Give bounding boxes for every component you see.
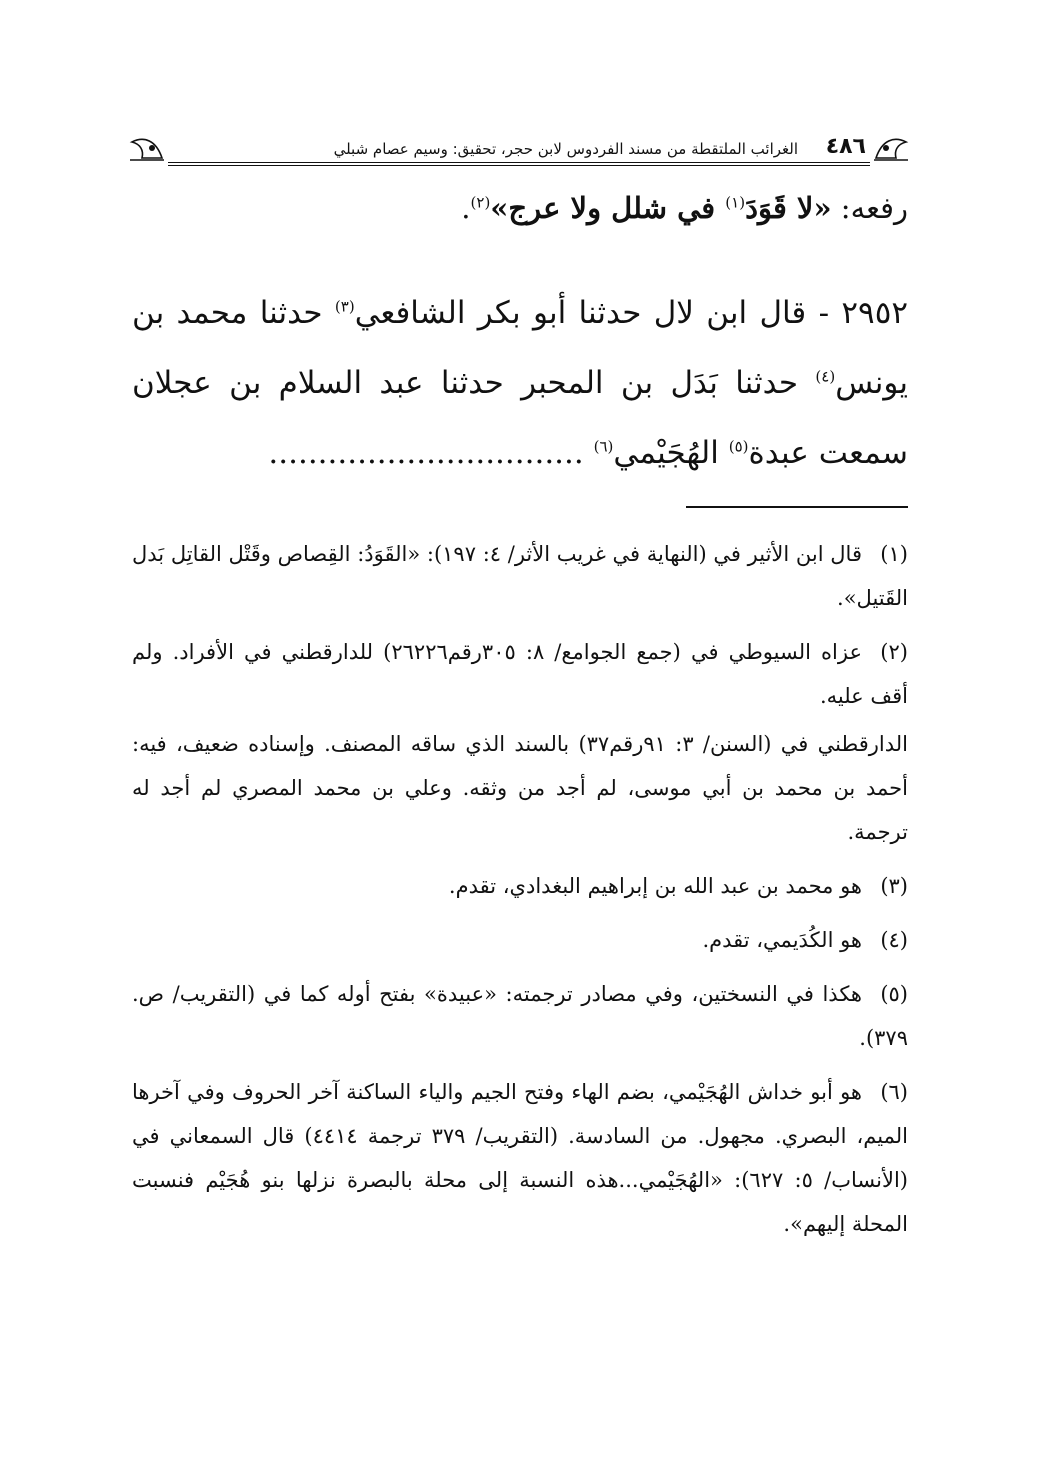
footnote-ref[interactable]: (٤) (815, 367, 836, 386)
footnote-number: (٢) (880, 640, 908, 664)
footnote-number: (٤) (880, 928, 908, 952)
footnote-2-continuation (132, 722, 908, 854)
footnote-text: الدارقطني في (السنن/ ٣: ٩١رقم٣٧) بالسند الذي ساقه المصنف. وإسناده ضعيف، فيه: أحمد بن محمد بن أبي موسى، لم أجد من وثقه. وعلي بن محمد المصري لم أجد له ترجمة. (132, 732, 908, 844)
footnote-1 (132, 532, 908, 620)
hadith-paragraph (132, 278, 908, 488)
footnote-2 (132, 630, 908, 718)
intro-line (132, 182, 908, 234)
hadith-text: حدثنا محمد بن يونس (132, 295, 908, 401)
quote-open: «لا قَوَدَ (745, 191, 832, 225)
footnote-3 (132, 864, 908, 908)
hadith-text: حدثنا بَدَل بن المحبر حدثنا عبد السلام بن عجلان سمعت عبدة (132, 365, 908, 471)
footnote-separator (686, 506, 908, 508)
footnote-number: (١) (880, 542, 908, 566)
ornament-icon (128, 132, 166, 162)
footnote-ref[interactable]: (٥) (728, 437, 749, 456)
header-rule (168, 162, 870, 166)
footnote-text: هو أبو خداش الهُجَيْمي، بضم الهاء وفتح الجيم والياء الساكنة آخر الحروف وفي آخرها الميم، البصري. مجهول. من السادسة. (التقريب/ ٣٧٩ ترجمة ٤٤١٤) قال السمعاني في (الأنساب/ ٥: ٦٢٧): «الهُجَيْمي...هذه النسبة إلى محلة بالبصرة نزلها بنو هُجَيْم فنسبت المحلة إليهم». (132, 1080, 908, 1236)
footnote-text: عزاه السيوطي في (جمع الجوامع/ ٨: ٣٠٥رقم٢٦٢٢٦) للدارقطني في الأفراد. ولم أقف عليه. (132, 640, 908, 708)
footnote-text: هو الكُدَيمي، تقدم. (702, 928, 862, 952)
footnote-5 (132, 972, 908, 1060)
footnote-ref[interactable]: (١) (725, 193, 746, 212)
footnote-6 (132, 1070, 908, 1246)
footnote-text: هو محمد بن عبد الله بن إبراهيم البغدادي، تقدم. (448, 874, 862, 898)
footnote-4 (132, 918, 908, 962)
footnote-ref[interactable]: (٣) (334, 297, 355, 316)
hadith-text: الهُجَيْمي (613, 435, 729, 471)
ellipsis-dots: ................................ (268, 435, 594, 471)
footnotes (132, 532, 908, 1256)
footnote-ref[interactable]: (٢) (470, 193, 491, 212)
quote-rest: في شلل ولا عرج» (490, 191, 726, 225)
intro-prefix: رفعه: (831, 191, 908, 225)
footnote-text: قال ابن الأثير في (النهاية في غريب الأثر/ ٤: ١٩٧): «القَوَدُ: القِصاص وقَتْل القاتِل بَدل القَتيل». (132, 542, 908, 610)
footnote-ref[interactable]: (٦) (593, 437, 614, 456)
main-text (132, 182, 908, 488)
page-header (128, 128, 910, 168)
running-title: الغرائب الملتقطة من مسند الفردوس لابن حجر، تحقيق: وسيم عصام شبلي (333, 140, 798, 158)
page-number: ٤٨٦ (825, 134, 866, 159)
footnote-number: (٦) (880, 1080, 908, 1104)
footnote-number: (٣) (880, 874, 908, 898)
hadith-text: ٢٩٥٢ - قال ابن لال حدثنا أبو بكر الشافعي (354, 295, 908, 331)
footnote-number: (٥) (880, 982, 908, 1006)
intro-end: . (461, 191, 471, 225)
quote (490, 191, 831, 225)
footnote-text: هكذا في النسختين، وفي مصادر ترجمته: «عبيدة» بفتح أوله كما في (التقريب/ ص. ٣٧٩). (132, 982, 908, 1050)
ornament-icon (872, 132, 910, 162)
